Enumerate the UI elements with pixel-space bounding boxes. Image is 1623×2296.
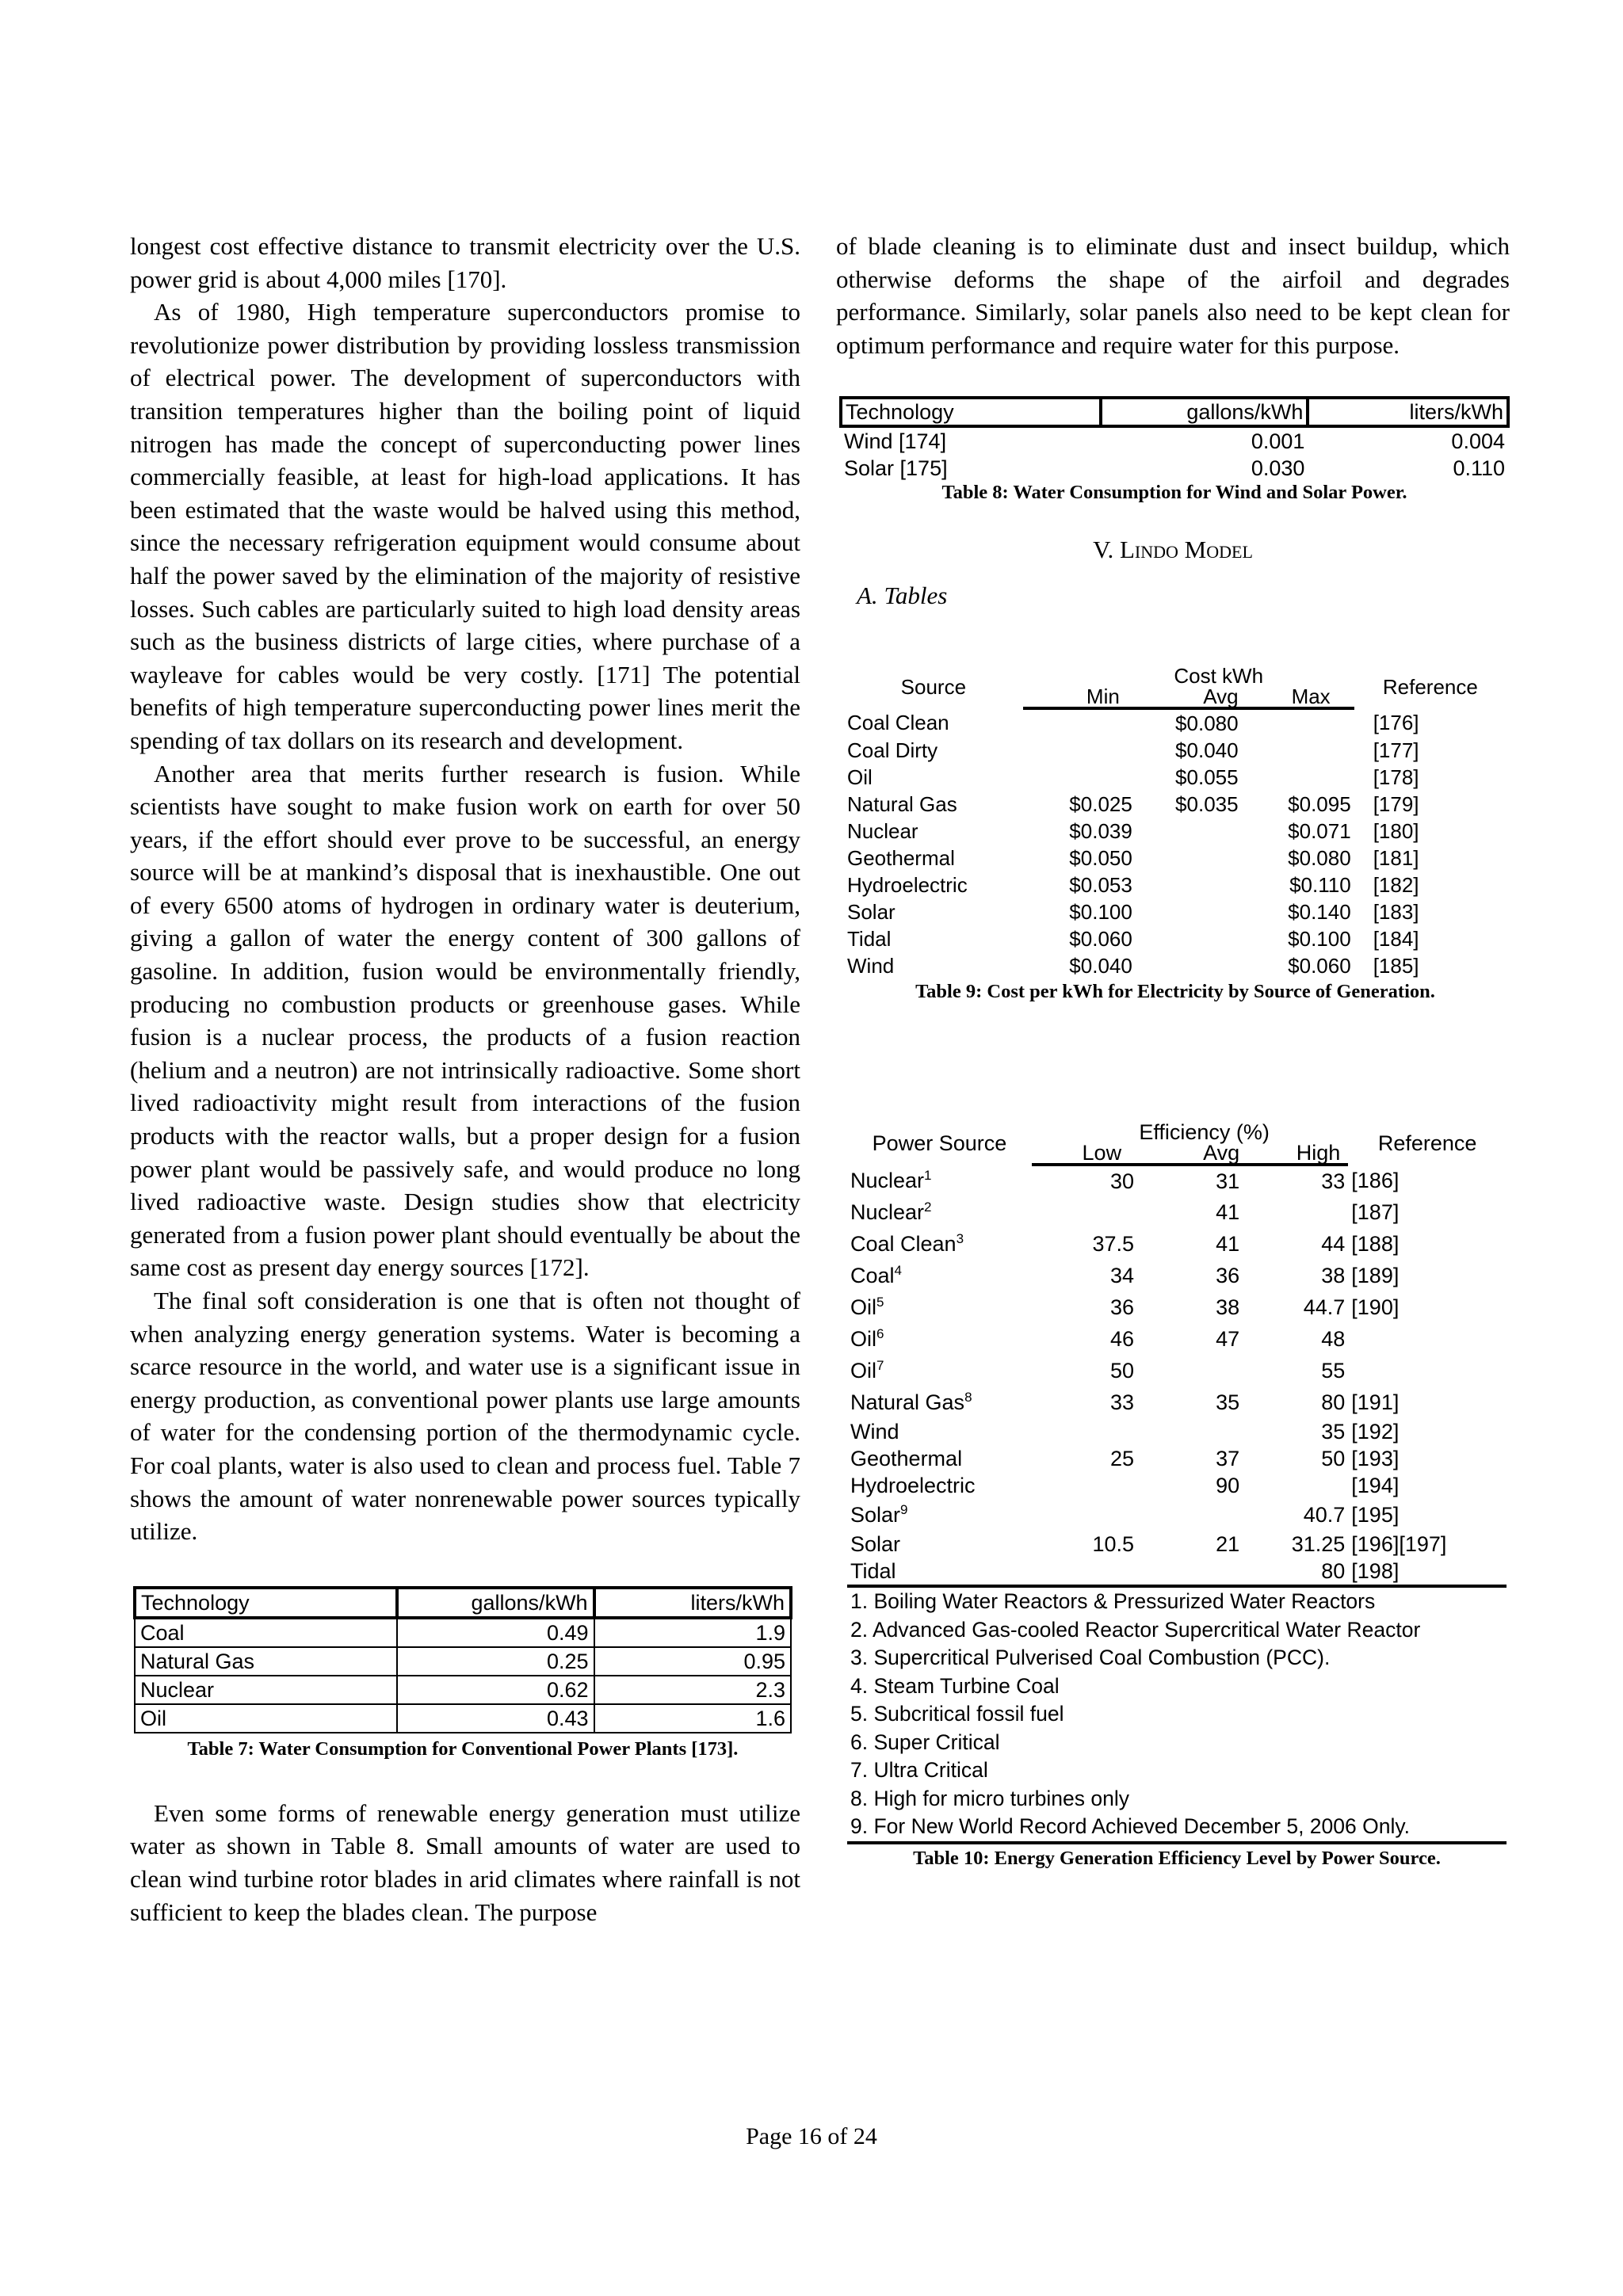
table-cell — [1023, 737, 1136, 764]
table-cell: Oil — [847, 765, 873, 790]
table-cell — [1243, 1472, 1348, 1499]
table-cell — [1243, 1196, 1348, 1228]
section-title: Lindo Model — [1120, 536, 1253, 564]
table-row — [135, 1618, 791, 1647]
table-cell: $0.035 — [1175, 792, 1239, 817]
table-cell: $0.055 — [1175, 765, 1239, 790]
table-cell: [180] — [1373, 819, 1419, 844]
table-cell: Coal — [135, 1618, 397, 1647]
paragraph: of blade cleaning is to eliminate dust and insect buildup, which otherwise deforms the shape of the airfoil and degrades performance. Similarly, solar panels also need to be kept clean for optimum performance and require water for this purpose. — [836, 232, 1510, 359]
table-cell: [178] — [1373, 765, 1419, 790]
table-cell: 38 — [1321, 1264, 1346, 1288]
table-row — [847, 1445, 1507, 1472]
table-cell — [847, 1260, 1032, 1291]
subsection-number: A. — [857, 582, 878, 610]
table-cell: 46 — [1110, 1327, 1135, 1352]
note-item: 8. High for micro turbines only — [850, 1786, 1130, 1810]
table-cell: [182] — [1373, 873, 1419, 898]
table-caption: Table 9: Cost per kWh for Electricity by Source of Generation. — [915, 981, 1435, 1003]
table-cell: Solar — [847, 900, 896, 925]
table-cell: [191] — [1351, 1390, 1400, 1415]
table-cell — [1136, 845, 1242, 871]
paragraph: Even some forms of renewable energy generation must utilize water as shown in Table 8. Small amounts of water are used to clean wind turbine rotor blades in arid climates where rainfall is not sufficient to keep the blades clean. The purpose — [130, 1798, 800, 1926]
source-name: Coal — [850, 1264, 895, 1288]
table-row — [844, 791, 1507, 818]
table-cell: 1.9 — [594, 1618, 791, 1647]
table-cell: [177] — [1373, 738, 1419, 763]
table-cell: [185] — [1373, 954, 1419, 978]
table-cell: Hydroelectric — [847, 873, 968, 898]
table-cell: 36 — [1216, 1264, 1240, 1288]
table-cell: 0.49 — [397, 1618, 594, 1647]
note-item: 9. For New World Record Achieved December 5, 2006 Only. — [850, 1814, 1411, 1839]
table-row — [844, 845, 1507, 871]
note-item: 4. Steam Turbine Coal — [850, 1673, 1060, 1698]
table-cell: $0.100 — [1288, 927, 1351, 952]
table-cell — [1242, 708, 1354, 737]
table-cell: Natural Gas — [135, 1647, 397, 1676]
table-cell: [186] — [1351, 1169, 1400, 1193]
table-cell: $0.080 — [1175, 711, 1239, 736]
table-cell: Tidal — [847, 1558, 1032, 1586]
table-cell: 31.25 — [1291, 1532, 1346, 1557]
table-cell: [184] — [1373, 927, 1419, 952]
table-cell: $0.040 — [1175, 738, 1239, 763]
left-column — [130, 230, 800, 1928]
table-cell: 80 — [1321, 1390, 1346, 1415]
table-row — [844, 925, 1507, 952]
table-row — [844, 952, 1507, 979]
footnote-marker: 9 — [900, 1502, 908, 1518]
table-cell — [847, 1165, 1032, 1196]
table-cell — [1023, 764, 1136, 791]
table-cell: [181] — [1373, 846, 1419, 871]
table-cell: 37 — [1216, 1447, 1240, 1471]
table-cell: Coal Dirty — [847, 738, 938, 763]
table-cell — [847, 1196, 1032, 1228]
note-item: 7. Ultra Critical — [850, 1758, 988, 1783]
table-cell: 90 — [1216, 1474, 1240, 1498]
table-cell: 2.3 — [594, 1676, 791, 1704]
table-cell — [1137, 1499, 1243, 1531]
table-row — [135, 1704, 791, 1733]
table-cell — [1242, 764, 1354, 791]
footnote-marker: 2 — [924, 1199, 932, 1215]
table-cell: 33 — [1110, 1390, 1135, 1415]
table-10-grid — [847, 1122, 1507, 1588]
table-cell — [1137, 1355, 1243, 1386]
column-header: gallons/kWh — [397, 1588, 594, 1618]
table-cell: 35 — [1321, 1420, 1346, 1444]
source-name: Oil — [850, 1359, 876, 1383]
table-row — [847, 1196, 1507, 1228]
table-row — [847, 1228, 1507, 1260]
table-cell: 0.95 — [594, 1647, 791, 1676]
table-cell: [194] — [1351, 1474, 1400, 1498]
footnote-marker: 4 — [894, 1263, 902, 1279]
table-cell: 40.7 — [1303, 1503, 1346, 1527]
column-header: Low — [1032, 1142, 1137, 1165]
table-cell: [192] — [1351, 1420, 1400, 1444]
table-row — [135, 1676, 791, 1704]
table-cell: 0.004 — [1451, 429, 1505, 454]
table-cell: [187] — [1351, 1200, 1400, 1225]
table-cell: 0.030 — [1251, 456, 1305, 481]
column-header: Technology — [841, 398, 1101, 426]
table-cell: [176] — [1373, 711, 1419, 735]
table-caption: Table 7: Water Consumption for Conventional Power Plants [173]. — [187, 1737, 739, 1760]
table-cell: 48 — [1321, 1327, 1346, 1352]
table-row — [847, 1386, 1507, 1418]
table-cell: 50 — [1321, 1447, 1346, 1471]
table-row — [847, 1323, 1507, 1355]
paragraph: longest cost effective distance to transmit electricity over the U.S. power grid is about 4,000 miles [170]. — [130, 232, 800, 293]
table-8 — [839, 396, 1510, 504]
paragraph: As of 1980, High temperature superconductors promise to revolutionize power distribution by providing lossless transmission of electrical power. The development of superconductors with transition temperatures higher than the boiling point of liquid nitrogen has made the concept of superconducting power lines commercially feasible, at least for high-load applications. It has been estimated that the waste would be halved using this method, since the necessary refrigeration equipment would consume about half the power saved by the elimination of the majority of resistive losses. Such cables are particularly suited to high load density areas such as the business districts of large cities, where purchase of a wayleave for cables would be very costly. [171] The potential benefits of high temperature superconducting power lines merit the spending of tax dollars on its research and development. — [130, 298, 800, 754]
table-cell — [1032, 1558, 1137, 1586]
table-cell: Solar — [850, 1532, 901, 1557]
table-cell: 30 — [1110, 1169, 1135, 1194]
table-cell: Wind — [847, 954, 895, 978]
table-cell: [198] — [1348, 1558, 1507, 1586]
subsection-title: Tables — [884, 582, 948, 610]
table-cell — [1136, 818, 1242, 845]
source-name: Nuclear — [850, 1200, 925, 1225]
table-cell: $0.040 — [1069, 954, 1132, 978]
table-row — [841, 455, 1508, 482]
table-cell: [183] — [1373, 900, 1419, 925]
table-row — [135, 1647, 791, 1676]
table-cell: 25 — [1110, 1447, 1135, 1471]
footnote-marker: 1 — [924, 1168, 932, 1184]
table-cell: 33 — [1321, 1169, 1346, 1194]
column-header: Reference — [1377, 1131, 1477, 1156]
table-cell: Nuclear — [847, 819, 918, 844]
column-header: Avg — [1137, 1142, 1243, 1165]
table-cell: 41 — [1216, 1200, 1240, 1225]
table-row — [847, 1418, 1507, 1445]
table-cell: $0.050 — [1069, 846, 1132, 871]
table-cell: [179] — [1373, 792, 1419, 817]
table-cell: [189] — [1351, 1264, 1400, 1288]
note-item: 1. Boiling Water Reactors & Pressurized Water Reactors — [850, 1589, 1376, 1614]
table-7 — [133, 1586, 792, 1760]
table-cell — [1242, 737, 1354, 764]
table-cell: $0.100 — [1069, 900, 1132, 925]
table-cell: $0.080 — [1288, 846, 1351, 871]
table-cell — [847, 1323, 1032, 1355]
table-cell: Oil — [135, 1704, 397, 1733]
table-cell: $0.071 — [1288, 819, 1351, 844]
column-header: Cost kWh — [1174, 664, 1264, 688]
table-cell: 38 — [1216, 1295, 1240, 1320]
table-cell: 0.62 — [397, 1676, 594, 1704]
note-item: 2. Advanced Gas-cooled Reactor Supercritical Water Reactor — [850, 1617, 1421, 1642]
section-heading — [836, 536, 1510, 564]
table-cell — [1137, 1418, 1243, 1445]
table-cell: $0.060 — [1288, 954, 1351, 978]
table-row — [844, 764, 1507, 791]
table-cell: $0.110 — [1289, 873, 1351, 898]
table-cell — [1032, 1499, 1137, 1531]
table-cell: [190] — [1351, 1295, 1400, 1320]
column-header: Technology — [135, 1588, 397, 1618]
table-cell — [847, 1499, 1032, 1531]
table-row — [847, 1260, 1507, 1291]
column-header: Source — [900, 675, 967, 700]
table-cell — [847, 1355, 1032, 1386]
table-cell — [1348, 1323, 1507, 1355]
table-cell: 44.7 — [1303, 1295, 1346, 1320]
table-row — [847, 1355, 1507, 1386]
table-cell: [195] — [1351, 1503, 1400, 1527]
paragraph: Another area that merits further research is fusion. While scientists have sought to make fusion work on earth for over 50 years, if the effort should ever prove to be successful, an energy source will be at mankind’s disposal that is inexhaustible. One out of every 6500 atoms of hydrogen in ordinary water is deuterium, giving a gallon of water the energy content of 300 gallons of gasoline. In addition, fusion would be environmentally friendly, producing no combustion products or greenhouse gases. While fusion is a nuclear process, the products of a fusion reaction (helium and a neutron) are not intrinsically radioactive. Some short lived radioactivity might result from interactions of the fusion products with the reactor walls, but a proper design for a fusion power plant would be passively safe, and would produce no long lived radioactive waste. Design studies show that electricity generated from a fusion power plant should eventually be about the same cost as present day energy sources [172]. — [130, 759, 800, 1282]
table-cell: 44 — [1321, 1232, 1346, 1257]
table-cell — [1136, 898, 1242, 925]
table-cell: $0.140 — [1288, 900, 1351, 925]
note-item: 3. Supercritical Pulverised Coal Combustion (PCC). — [850, 1646, 1331, 1670]
table-row — [847, 1165, 1507, 1196]
note-item: 5. Subcritical fossil fuel — [850, 1702, 1064, 1726]
column-header: High — [1243, 1142, 1348, 1165]
table-cell: 21 — [1216, 1532, 1240, 1557]
source-name: Natural Gas — [850, 1390, 965, 1415]
table-cell — [1348, 1355, 1507, 1386]
table-row — [844, 818, 1507, 845]
table-cell — [1137, 1558, 1243, 1586]
column-header: Max — [1242, 686, 1354, 708]
table-cell: [193] — [1351, 1447, 1400, 1471]
table-7-grid — [133, 1586, 792, 1733]
table-cell: $0.053 — [1069, 873, 1132, 898]
table-cell: Tidal — [847, 927, 892, 952]
table-cell: Geothermal — [847, 846, 955, 871]
table-cell: 55 — [1321, 1359, 1346, 1383]
table-row — [847, 1472, 1507, 1499]
table-caption: Table 10: Energy Generation Efficiency Level by Power Source. — [913, 1847, 1441, 1869]
table-row — [847, 1499, 1507, 1531]
table-notes — [847, 1588, 1507, 1844]
table-cell — [1136, 925, 1242, 952]
table-row — [844, 871, 1507, 898]
column-header: Efficiency (%) — [1139, 1120, 1270, 1145]
table-cell: 37.5 — [1092, 1232, 1135, 1257]
table-row — [844, 708, 1507, 737]
table-cell — [847, 1228, 1032, 1260]
table-cell: 80 — [1243, 1558, 1348, 1586]
table-cell: [196][197] — [1351, 1532, 1447, 1557]
table-header-row — [841, 398, 1508, 426]
footnote-marker: 6 — [876, 1326, 884, 1342]
paragraph: The final soft consideration is one that is often not thought of when analyzing energy generation systems. Water is becoming a scarce resource in the world, and water use is a significant issue in energy production, as conventional power plants use large amounts of water for the condensing portion of the thermodynamic cycle. For coal plants, water is also used to clean and process fuel. Table 7 shows the amount of water nonrenewable power sources typically utilize. — [130, 1287, 800, 1546]
column-header: Min — [1023, 686, 1136, 708]
column-header: Power Source — [872, 1131, 1007, 1156]
table-cell — [1032, 1472, 1137, 1499]
table-cell: 10.5 — [1092, 1532, 1135, 1557]
table-row — [847, 1291, 1507, 1323]
table-cell: Hydroelectric — [850, 1474, 976, 1498]
table-cell — [1136, 952, 1242, 979]
table-cell: 0.110 — [1453, 456, 1505, 481]
column-header: liters/kWh — [1308, 398, 1508, 426]
table-9-grid — [844, 666, 1507, 979]
footnote-marker: 3 — [956, 1231, 964, 1247]
table-cell — [847, 1386, 1032, 1418]
table-cell: 41 — [1216, 1232, 1240, 1257]
table-cell: Natural Gas — [847, 792, 957, 817]
table-cell — [1136, 871, 1242, 898]
column-header: Avg — [1136, 686, 1242, 708]
right-column — [836, 230, 1510, 1870]
table-cell: $0.060 — [1069, 927, 1132, 952]
table-cell — [1032, 1196, 1137, 1228]
table-cell: 1.6 — [594, 1704, 791, 1733]
table-10 — [847, 1122, 1507, 1870]
column-header: liters/kWh — [594, 1588, 791, 1618]
table-cell — [1023, 708, 1136, 737]
footnote-marker: 7 — [876, 1358, 884, 1374]
table-cell: [188] — [1351, 1232, 1400, 1257]
table-row — [844, 898, 1507, 925]
source-name: Coal Clean — [850, 1232, 957, 1257]
table-cell: 31 — [1216, 1169, 1240, 1194]
table-cell: 0.25 — [397, 1647, 594, 1676]
table-caption: Table 8: Water Consumption for Wind and Solar Power. — [941, 482, 1407, 504]
table-cell: 0.43 — [397, 1704, 594, 1733]
footnote-marker: 5 — [876, 1295, 884, 1310]
table-cell: 0.001 — [1251, 429, 1305, 454]
table-cell: 34 — [1110, 1264, 1135, 1288]
table-cell: $0.025 — [1069, 792, 1132, 817]
table-row — [847, 1531, 1507, 1558]
table-cell — [1032, 1418, 1137, 1445]
table-cell: Coal Clean — [847, 711, 949, 735]
table-cell: Geothermal — [850, 1447, 963, 1471]
page-footer: Page 16 of 24 — [746, 2123, 877, 2149]
table-cell: $0.095 — [1288, 792, 1351, 817]
table-row — [841, 426, 1508, 455]
table-cell: Nuclear — [135, 1676, 397, 1704]
table-cell: 35 — [1216, 1390, 1240, 1415]
column-header: gallons/kWh — [1101, 398, 1308, 426]
table-cell: Solar [175] — [844, 456, 948, 481]
table-cell: 47 — [1216, 1327, 1240, 1352]
table-cell: Wind [174] — [844, 429, 947, 454]
table-9 — [844, 666, 1507, 1003]
source-name: Oil — [850, 1327, 876, 1352]
footnote-marker: 8 — [964, 1390, 972, 1405]
column-header: Reference — [1382, 675, 1478, 700]
table-header-row — [844, 666, 1507, 686]
table-cell: 50 — [1110, 1359, 1135, 1383]
section-number: V. — [1093, 536, 1114, 564]
source-name: Solar — [850, 1503, 901, 1527]
table-8-grid — [839, 396, 1510, 482]
table-row — [847, 1558, 1507, 1586]
table-header-row — [135, 1588, 791, 1618]
subsection-heading — [857, 582, 1510, 610]
table-cell: 36 — [1110, 1295, 1135, 1320]
source-name: Nuclear — [850, 1169, 925, 1193]
source-name: Oil — [850, 1295, 876, 1320]
table-cell: Wind — [850, 1420, 899, 1444]
table-cell: $0.039 — [1069, 819, 1132, 844]
table-row — [844, 737, 1507, 764]
table-header-row — [847, 1122, 1507, 1142]
table-cell — [847, 1291, 1032, 1323]
note-item: 6. Super Critical — [850, 1730, 1000, 1754]
